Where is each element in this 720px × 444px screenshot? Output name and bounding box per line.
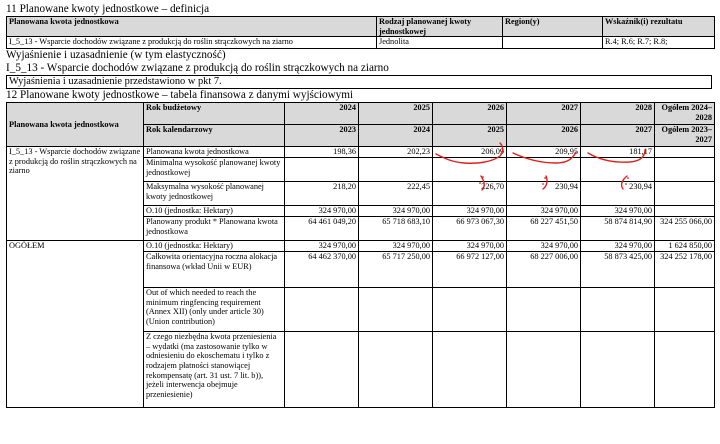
value-cell: 58 874 814,90 [581,217,655,241]
budget-year: 2026 [433,103,507,125]
value-cell: 324 970,00 [581,241,655,252]
total-cell: 1 624 850,00 [655,241,715,252]
wyjasnienie-title: Wyjaśnienie i uzasadnienie (w tym elastyczność) [6,49,226,62]
value-cell: 324 970,00 [359,206,433,217]
rok-budzetowy-label: Rok budżetowy [144,103,285,125]
value-cell [359,332,433,408]
value-cell [285,158,359,182]
row-label: Planowany produkt * Planowana kwota jednostkowa [144,217,285,241]
t1-cell-region [503,37,603,49]
total-cell [655,288,715,332]
t1-cell-rodzaj: Jednolita [377,37,503,49]
value-cell: 209,95 [507,147,581,158]
value-cell: 218,20 [285,182,359,206]
row-label: O.10 (jednostka: Hektary) [144,241,285,252]
section-12-title: 12 Planowane kwoty jednostkowe – tabela finansowa z danymi wyjściowymi [6,89,354,102]
value-cell: 324 970,00 [359,241,433,252]
calendar-year: 2026 [507,125,581,147]
total-calendar-header: Ogółem 2023–2027 [655,125,715,147]
explanation-box: Wyjaśnienia i uzasadnienie przedstawiono w pkt 7. [6,75,712,89]
t1-header-rodzaj: Rodzaj planowanej kwoty jednostkowej [377,17,503,37]
value-cell [433,158,507,182]
value-cell [507,332,581,408]
calendar-year: 2023 [285,125,359,147]
budget-year: 2024 [285,103,359,125]
value-cell: 66 972 127,00 [433,252,507,288]
value-cell: 324 970,00 [285,241,359,252]
value-cell: 58 873 425,00 [581,252,655,288]
value-cell: 222,45 [359,182,433,206]
value-cell: 324 970,00 [507,241,581,252]
value-cell: 226,70 [433,182,507,206]
value-cell: 198,36 [285,147,359,158]
value-cell: 64 462 370,00 [285,252,359,288]
value-cell: 68 227 451,50 [507,217,581,241]
total-cell [655,182,715,206]
group1-label: I_5_13 - Wsparcie dochodów związane z produkcją do roślin strączkowych na ziarno [7,147,144,241]
rok-kalendarzowy-label: Rok kalendarzowy [144,125,285,147]
total-cell: 324 252 178,00 [655,252,715,288]
value-cell [433,288,507,332]
value-cell: 181,17 [581,147,655,158]
value-cell [507,158,581,182]
value-cell [285,288,359,332]
value-cell [581,332,655,408]
budget-year: 2028 [581,103,655,125]
value-cell: 202,23 [359,147,433,158]
calendar-year: 2027 [581,125,655,147]
row-label: Maksymalna wysokość planowanej kwoty jednostkowej [144,182,285,206]
value-cell: 230,94 [581,182,655,206]
t1-header-region: Region(y) [503,17,603,37]
value-cell [581,288,655,332]
value-cell [359,288,433,332]
section-11-title: 11 Planowane kwoty jednostkowe – definicja [6,3,210,15]
value-cell: 68 227 006,00 [507,252,581,288]
value-cell: 324 970,00 [433,206,507,217]
row-label: Z czego niezbędna kwota przeniesienia – wydatki (ma zastosowanie tylko w odniesieniu do ekoschematu i tylko z rodzajem płatności stanowiącej rekompensatę (art. 31 ust. 7 lit. b)), jeżeli interwencja obejmuje przeniesienie) [144,332,285,408]
definition-table [6,16,715,49]
value-cell: 206,09 [433,147,507,158]
intervention-title: I_5_13 - Wsparcie dochodów związane z produkcją do roślin strączkowych na ziarno [6,62,389,75]
total-cell: 324 255 066,00 [655,217,715,241]
value-cell [581,158,655,182]
total-cell [655,158,715,182]
value-cell: 65 717 250,00 [359,252,433,288]
total-cell [655,147,715,158]
row-label: Całkowita orientacyjna roczna alokacja finansowa (wkład Unii w EUR) [144,252,285,288]
value-cell: 65 718 683,10 [359,217,433,241]
value-cell: 66 973 067,30 [433,217,507,241]
t1-cell-kwota: I_5_13 - Wsparcie dochodów związane z produkcją do roślin strączkowych na ziarno [7,37,377,49]
value-cell: 324 970,00 [507,206,581,217]
row-label: O.10 (jednostka: Hektary) [144,206,285,217]
t2-corner-header: Planowana kwota jednostkowa [7,103,144,147]
calendar-year: 2025 [433,125,507,147]
value-cell: 230,94 [507,182,581,206]
value-cell [433,332,507,408]
budget-year: 2027 [507,103,581,125]
value-cell: 324 970,00 [285,206,359,217]
value-cell: 64 461 049,20 [285,217,359,241]
t1-header-kwota: Planowana kwota jednostkowa [7,17,377,37]
total-cell [655,206,715,217]
t1-header-wskazniki: Wskaźnik(i) rezultatu [603,17,715,37]
calendar-year: 2024 [359,125,433,147]
budget-year: 2025 [359,103,433,125]
row-label: Minimalna wysokość planowanej kwoty jednostkowej [144,158,285,182]
value-cell [285,332,359,408]
row-label: Planowana kwota jednostkowa [144,147,285,158]
total-cell [655,332,715,408]
value-cell: 324 970,00 [433,241,507,252]
financial-table [6,102,715,408]
t1-cell-wskazniki: R.4; R.6; R.7; R.8; [603,37,715,49]
value-cell [359,158,433,182]
row-label: Out of which needed to reach the minimum ringfencing requirement (Annex XII) (only under article 30) (Union contribution) [144,288,285,332]
value-cell [507,288,581,332]
total-budget-header: Ogółem 2024–2028 [655,103,715,125]
group2-label: OGÓŁEM [7,241,144,408]
value-cell: 324 970,00 [581,206,655,217]
document-page [6,3,714,408]
